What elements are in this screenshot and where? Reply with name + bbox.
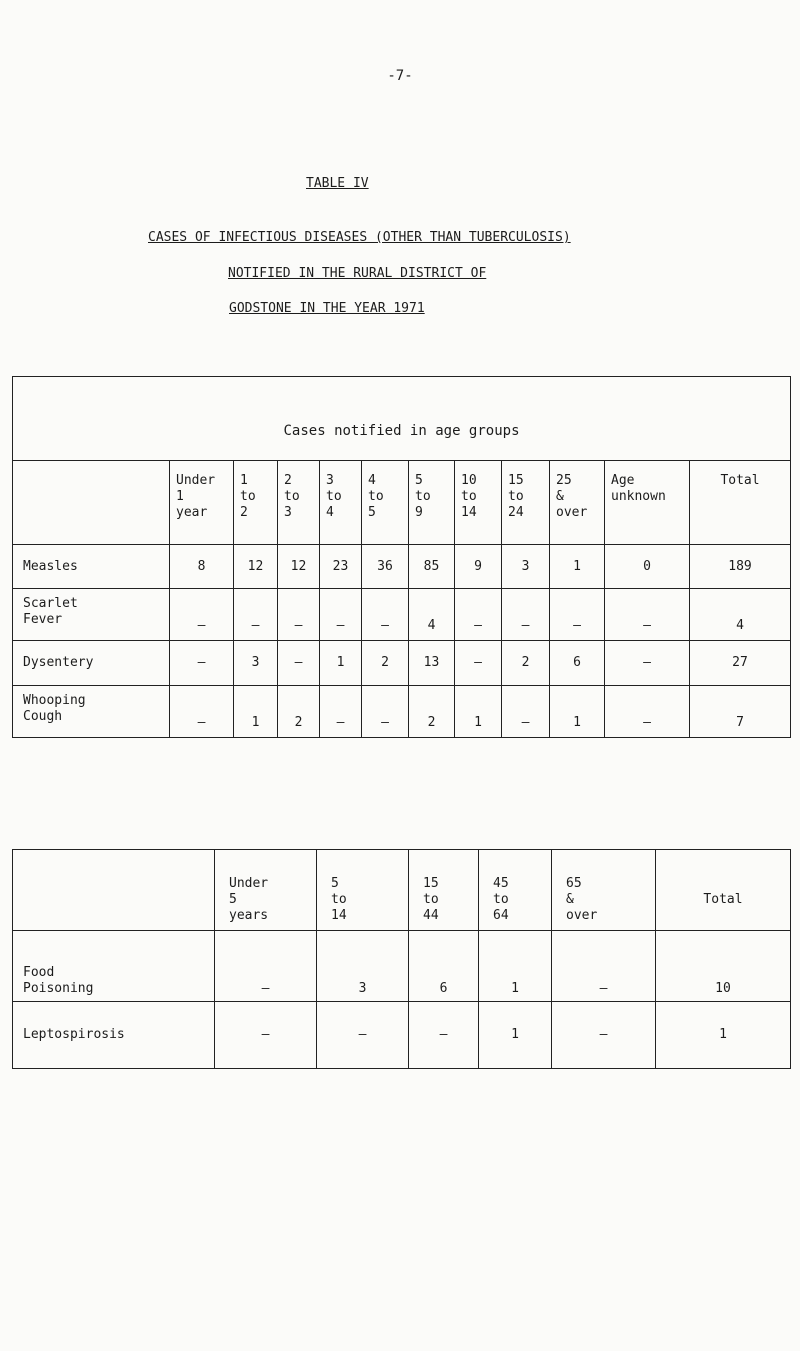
table-cell: 2 [409, 686, 455, 738]
table-cell: – [215, 931, 317, 1002]
header-cell: 10 to 14 [455, 461, 502, 545]
header-cell: 3 to 4 [320, 461, 362, 545]
disease-name: Measles [13, 545, 170, 589]
table-cell: 6 [409, 931, 479, 1002]
table-cell: 2 [502, 641, 550, 686]
table-cell: – [550, 589, 605, 641]
header-cell: 2 to 3 [278, 461, 320, 545]
table-cell: 6 [550, 641, 605, 686]
table-cell: 12 [278, 545, 320, 589]
table-cell: 1 [320, 641, 362, 686]
disease-name: Whooping Cough [13, 686, 170, 738]
table-cell: – [455, 641, 502, 686]
table-cell: – [215, 1002, 317, 1069]
table-cell: 27 [690, 641, 791, 686]
table-cell: – [278, 589, 320, 641]
table-cell: – [552, 1002, 656, 1069]
table-cell: – [362, 589, 409, 641]
header-row [13, 850, 791, 931]
other-diseases-table [12, 849, 791, 1069]
header-cell: 4 to 5 [362, 461, 409, 545]
disease-name: Scarlet Fever [13, 589, 170, 641]
table-cell: 2 [278, 686, 320, 738]
table-cell: 9 [455, 545, 502, 589]
table-cell: 13 [409, 641, 455, 686]
age-groups-table [12, 376, 791, 738]
header-cell [13, 850, 215, 931]
table-cell: 1 [479, 1002, 552, 1069]
header-cell: Total [656, 850, 791, 931]
table-cell: 7 [690, 686, 791, 738]
page-number: -7- [387, 68, 413, 84]
table-cell: – [170, 589, 234, 641]
table-cell: 3 [317, 931, 409, 1002]
table-cell: 4 [409, 589, 455, 641]
title-line-1: CASES OF INFECTIOUS DISEASES (OTHER THAN TUBERCULOSIS) [148, 230, 571, 245]
table-cell: 3 [502, 545, 550, 589]
table-cell: 189 [690, 545, 791, 589]
title-line-3: GODSTONE IN THE YEAR 1971 [229, 301, 425, 316]
table-cell: – [170, 686, 234, 738]
header-row [13, 461, 791, 545]
table-cell: 1 [234, 686, 278, 738]
table-cell: 3 [234, 641, 278, 686]
table-cell: 10 [656, 931, 791, 1002]
table-cell: 2 [362, 641, 409, 686]
table-row [13, 589, 791, 641]
header-cell: 15 to 44 [409, 850, 479, 931]
table-cell: – [320, 686, 362, 738]
table-cell: 1 [479, 931, 552, 1002]
table-caption: Cases notified in age groups [13, 377, 791, 461]
header-cell: 25 & over [550, 461, 605, 545]
disease-name: Food Poisoning [13, 931, 215, 1002]
title-line-2: NOTIFIED IN THE RURAL DISTRICT OF [228, 266, 487, 281]
table-cell: – [409, 1002, 479, 1069]
table-cell: 1 [656, 1002, 791, 1069]
table-cell: – [605, 641, 690, 686]
header-cell: 5 to 14 [317, 850, 409, 931]
table-cell: – [278, 641, 320, 686]
header-cell: 5 to 9 [409, 461, 455, 545]
disease-name: Leptospirosis [13, 1002, 215, 1069]
table-cell: – [234, 589, 278, 641]
header-cell: 65 & over [552, 850, 656, 931]
table-row [13, 931, 791, 1002]
table-cell: 36 [362, 545, 409, 589]
table-cell: 85 [409, 545, 455, 589]
header-cell: 1 to 2 [234, 461, 278, 545]
table-cell: 8 [170, 545, 234, 589]
header-cell: Age unknown [605, 461, 690, 545]
disease-name: Dysentery [13, 641, 170, 686]
table-row [13, 545, 791, 589]
table-cell: – [552, 931, 656, 1002]
table-cell: – [605, 686, 690, 738]
table-cell: 1 [550, 686, 605, 738]
table-cell: – [320, 589, 362, 641]
table-cell: – [362, 686, 409, 738]
table-label: TABLE IV [306, 176, 369, 191]
table-row [13, 686, 791, 738]
header-cell: Under 1 year [170, 461, 234, 545]
table-cell: 1 [550, 545, 605, 589]
table-cell: 4 [690, 589, 791, 641]
table-cell: 0 [605, 545, 690, 589]
table-cell: – [605, 589, 690, 641]
table-cell: 12 [234, 545, 278, 589]
header-cell: Total [690, 461, 791, 545]
table-cell: 1 [455, 686, 502, 738]
header-cell [13, 461, 170, 545]
table-cell: – [502, 589, 550, 641]
table-cell: – [455, 589, 502, 641]
table-row [13, 641, 791, 686]
table-cell: – [317, 1002, 409, 1069]
table-cell: 23 [320, 545, 362, 589]
table-row [13, 1002, 791, 1069]
table-cell: – [502, 686, 550, 738]
header-cell: 45 to 64 [479, 850, 552, 931]
header-cell: 15 to 24 [502, 461, 550, 545]
table-cell: – [170, 641, 234, 686]
header-cell: Under 5 years [215, 850, 317, 931]
